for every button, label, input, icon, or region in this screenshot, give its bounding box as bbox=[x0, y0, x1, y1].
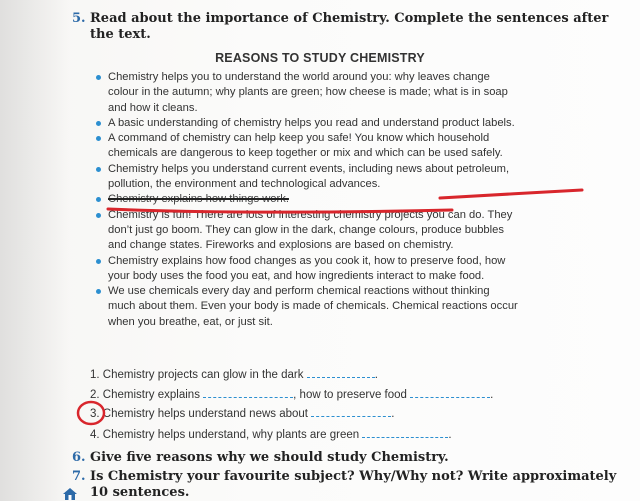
reason-line: We use chemicals every day and perform chemical reactions without thinking bbox=[108, 285, 490, 298]
sentence-text: Chemistry helps understand, why plants are green bbox=[102, 429, 360, 441]
reason-item bbox=[92, 131, 592, 162]
sentence-end: . bbox=[374, 369, 378, 381]
task-5-line2 bbox=[90, 27, 151, 43]
task-5-number: 5. bbox=[72, 11, 86, 26]
sentence-number: 1. bbox=[90, 369, 100, 381]
bullet-dot-icon bbox=[96, 213, 101, 218]
bullet-dot-icon bbox=[96, 121, 101, 126]
reason-line: Chemistry helps you understand current events, including news about petroleum, bbox=[108, 162, 510, 175]
task-5 bbox=[72, 11, 608, 27]
sentence-4 bbox=[90, 427, 452, 441]
sentence-end: . bbox=[448, 429, 452, 441]
bullet-dot-icon bbox=[96, 167, 101, 172]
reason-line: A basic understanding of chemistry helps you read and understand product labels. bbox=[108, 116, 515, 129]
reading-heading: REASONS TO STUDY CHEMISTRY bbox=[215, 51, 425, 65]
reason-item bbox=[92, 70, 592, 116]
bullet-dot-icon bbox=[96, 197, 101, 202]
sentence-end: . bbox=[490, 389, 494, 401]
answer-blank[interactable] bbox=[307, 367, 375, 378]
reason-line-struck: Chemistry explains how things work. bbox=[108, 193, 289, 206]
reason-line: your body uses the food you eat, and how ingredients interact to make food. bbox=[108, 269, 485, 282]
sentence-text: Chemistry projects can glow in the dark bbox=[102, 369, 304, 381]
answer-blank[interactable] bbox=[410, 387, 490, 398]
task-6 bbox=[72, 450, 449, 466]
reason-item bbox=[92, 254, 592, 285]
bullet-dot-icon bbox=[96, 289, 101, 294]
reason-item bbox=[92, 116, 592, 131]
reason-item bbox=[92, 284, 592, 330]
sentence-3 bbox=[90, 406, 394, 420]
reason-line: A command of chemistry can help keep you safe! You know which household bbox=[108, 132, 490, 145]
task-7-text-line2: 10 sentences. bbox=[90, 485, 190, 500]
task-7-line2 bbox=[90, 485, 189, 501]
bullet-dot-icon bbox=[96, 136, 101, 141]
reason-line: pollution, the environment and technological advances. bbox=[108, 178, 381, 191]
task-6-number: 6. bbox=[72, 450, 86, 465]
home-icon bbox=[63, 488, 77, 500]
bullet-dot-icon bbox=[96, 259, 101, 264]
sentence-number: 2. bbox=[90, 389, 100, 401]
reason-item bbox=[92, 162, 592, 193]
reason-line: chemicals are dangerous to keep together or mix and which can be used safely. bbox=[108, 147, 503, 160]
sentence-2 bbox=[90, 387, 493, 401]
reasons-list bbox=[92, 70, 592, 330]
answer-blank[interactable] bbox=[362, 427, 448, 438]
reason-line: and how it cleans. bbox=[108, 101, 198, 114]
task-7-text-line1: Is Chemistry your favourite subject? Why/Why not? Write approximately bbox=[90, 469, 617, 484]
reason-line: don’t just go boom. They can glow in the dark, change colours, produce bubbles bbox=[108, 223, 504, 236]
page-edge-shadow bbox=[0, 0, 70, 501]
bullet-dot-icon bbox=[96, 75, 101, 80]
reason-line: colour in the autumn; why plants are green; how cheese is made; what is in soap bbox=[108, 86, 508, 99]
reason-line: Chemistry helps you to understand the world around you: why leaves change bbox=[108, 71, 490, 83]
task-7 bbox=[72, 469, 616, 485]
reason-line: much about them. Even your body is made of chemicals. Chemical reactions occur bbox=[108, 300, 518, 313]
reason-line: Chemistry explains how food changes as you cook it, how to preserve food, how bbox=[108, 254, 506, 267]
answer-blank[interactable] bbox=[203, 387, 293, 398]
reason-line: and change states. Fireworks and explosions are based on chemistry. bbox=[108, 239, 454, 252]
reason-item-struck bbox=[92, 192, 592, 207]
answer-blank[interactable] bbox=[311, 406, 391, 417]
reason-line: Chemistry is fun! There are lots of interesting chemistry projects you can do. They bbox=[108, 208, 513, 221]
sentence-1 bbox=[90, 367, 378, 381]
reason-item bbox=[92, 208, 592, 254]
task-6-text: Give five reasons why we should study Chemistry. bbox=[90, 450, 449, 465]
sentence-text: Chemistry explains bbox=[102, 389, 200, 401]
task-5-text-line2: the text. bbox=[90, 27, 151, 42]
sentence-text: Chemistry helps understand news about bbox=[102, 408, 308, 420]
sentence-number: 3. bbox=[90, 408, 100, 420]
sentence-end: . bbox=[391, 408, 395, 420]
task-7-number: 7. bbox=[72, 469, 86, 484]
reason-line: when you breathe, eat, or just sit. bbox=[108, 315, 273, 328]
task-5-text-line1: Read about the importance of Chemistry. Complete the sentences after bbox=[90, 11, 609, 26]
sentence-number: 4. bbox=[90, 429, 100, 441]
sentence-text: , how to preserve food bbox=[293, 389, 407, 401]
